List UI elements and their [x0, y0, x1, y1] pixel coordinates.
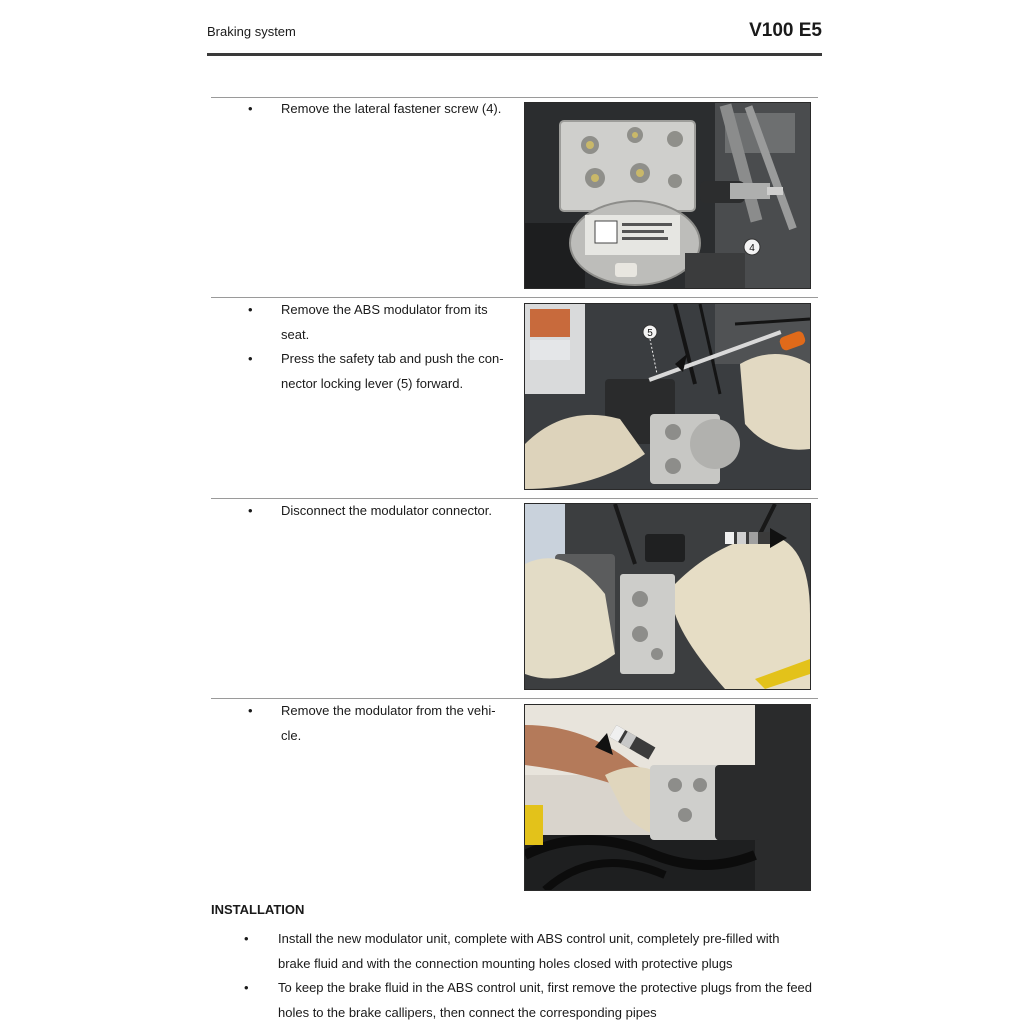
bullet-icon: • [248, 101, 253, 116]
list-item [244, 927, 814, 976]
list-item [244, 976, 814, 1025]
list-item [248, 347, 514, 396]
step-1-text [248, 97, 514, 122]
step-3-photo [524, 503, 811, 690]
bullet-icon: • [244, 980, 249, 995]
step-2-instruction-2: Press the safety tab and push the con- nector locking lever (5) forward. [281, 351, 504, 391]
bullet-icon: • [248, 351, 253, 366]
callout-4-label: 4 [749, 243, 755, 254]
header-divider [207, 53, 822, 56]
step-1-photo [524, 102, 811, 289]
step-3-instruction: Disconnect the modulator connector. [281, 503, 493, 518]
page-section-title: Braking system [207, 24, 296, 39]
step-1-instruction: Remove the lateral fastener screw (4). [281, 101, 502, 116]
bullet-icon: • [248, 703, 253, 718]
bullet-icon: • [244, 931, 249, 946]
step-4-photo [524, 704, 811, 891]
list-item [248, 298, 514, 347]
list-item [248, 97, 514, 122]
step-2-text [248, 298, 514, 396]
bullet-icon: • [248, 302, 253, 317]
step-3-text [248, 499, 514, 524]
installation-instruction-2: To keep the brake fluid in the ABS control unit, first remove the protective plugs from the feed holes to the brake callipers, then connect the corresponding pipes [278, 980, 813, 1020]
callout-5-label: 5 [647, 328, 653, 339]
installation-instruction-1: Install the new modulator unit, complete with ABS control unit, completely pre-filled with brake fluid and with the connection mounting holes closed with protective plugs [278, 931, 780, 971]
step-4-text [248, 699, 514, 748]
step-4-instruction: Remove the modulator from the vehi- cle. [281, 703, 496, 743]
step-2-photo [524, 303, 811, 490]
step-2-instruction-1: Remove the ABS modulator from its seat. [281, 302, 488, 342]
list-item [248, 699, 514, 748]
installation-list [244, 927, 814, 1025]
installation-heading: INSTALLATION [211, 902, 305, 917]
list-item [248, 499, 514, 524]
page-model-title: V100 E5 [749, 20, 822, 41]
bullet-icon: • [248, 503, 253, 518]
